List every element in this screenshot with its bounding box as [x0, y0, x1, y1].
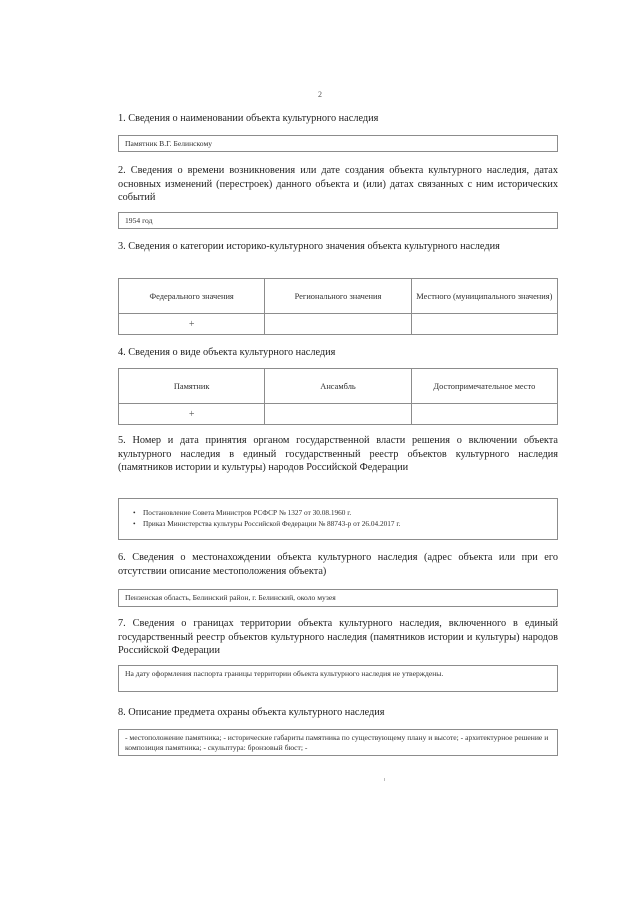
kind-ensemble: Ансамбль	[265, 369, 411, 404]
page-number: 2	[318, 90, 322, 99]
section-6-value: Пензенская область, Белинский район, г. Белинский, около музея	[118, 589, 558, 607]
category-local: Местного (муниципального значения)	[411, 279, 557, 314]
category-regional-mark	[265, 314, 411, 335]
section-2-value: 1954 год	[118, 212, 558, 229]
section-6-heading: 6. Сведения о местонахождении объекта культурного наследия (адрес объекта или при его отсутствии описание местоположения объекта)	[118, 552, 558, 577]
decision-item: • Постановление Совета Министров РСФСР № 1327 от 30.08.1960 г.	[137, 507, 551, 518]
section-4-table	[118, 368, 558, 425]
kind-landmark: Достопримечательное место	[411, 369, 557, 404]
category-federal: Федерального значения	[119, 279, 265, 314]
section-5-box	[118, 498, 558, 540]
section-7-heading: 7. Сведения о границах территории объекта культурного наследия, включенного в единый государственный реестр объектов культурного наследия (памятников истории и культуры) народов Российской Федерации	[118, 618, 558, 656]
decision-list	[125, 507, 551, 529]
scan-mark	[384, 778, 385, 781]
section-3-heading: 3. Сведения о категории историко-культурного значения объекта культурного наследия	[118, 241, 500, 252]
kind-ensemble-mark	[265, 404, 411, 425]
kind-monument-mark: +	[119, 404, 265, 425]
kind-monument: Памятник	[119, 369, 265, 404]
section-1-heading: 1. Сведения о наименовании объекта культурного наследия	[118, 113, 379, 124]
category-federal-mark: +	[119, 314, 265, 335]
category-local-mark	[411, 314, 557, 335]
section-1-value: Памятник В.Г. Белинскому	[118, 135, 558, 152]
section-4-heading: 4. Сведения о виде объекта культурного наследия	[118, 347, 336, 358]
section-2-heading: 2. Сведения о времени возникновения или дате создания объекта культурного наследия, датах основных изменений (перестроек) данного объекта и (или) датах связанных с ним исторических событий	[118, 165, 558, 203]
category-regional: Регионального значения	[265, 279, 411, 314]
section-7-value: На дату оформления паспорта границы территории объекта культурного наследия не утверждены.	[118, 665, 558, 692]
section-3-table	[118, 278, 558, 335]
section-8-heading: 8. Описание предмета охраны объекта культурного наследия	[118, 707, 385, 718]
decision-item: • Приказ Министерства культуры Российской Федерации № 88743-р от 26.04.2017 г.	[137, 518, 551, 529]
section-8-value: - местоположение памятника; - исторические габариты памятника по существующему плану и высоте; - архитектурное решение и композиция памятника; - скульптура: бронзовый бюст; -	[118, 729, 558, 756]
section-5-heading: 5. Номер и дата принятия органом государственной власти решения о включении объекта культурного наследия в единый государственный реестр объектов культурного наследия (памятников истории и культуры) народов Российской Федерации	[118, 435, 558, 473]
kind-landmark-mark	[411, 404, 557, 425]
